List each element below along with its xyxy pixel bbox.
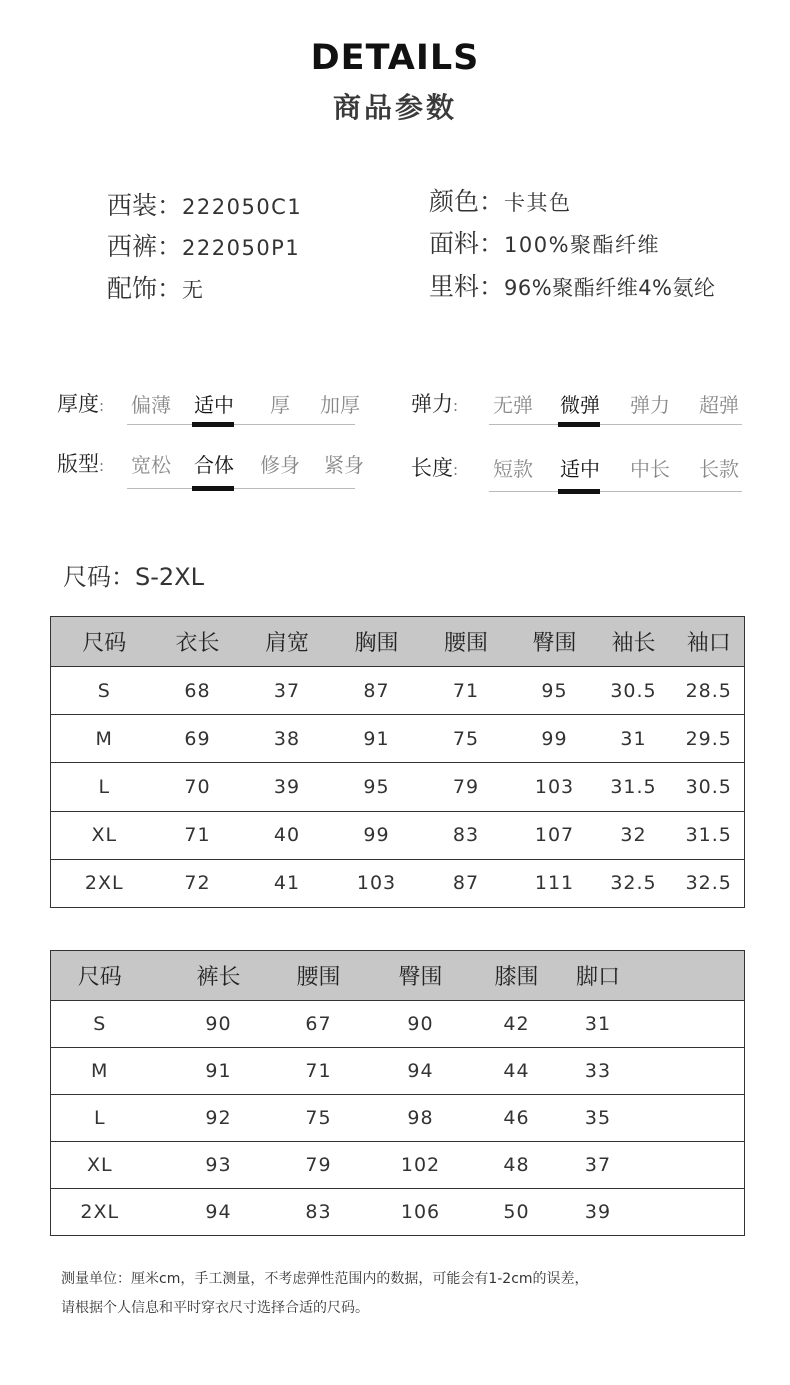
- table-cell: 42: [493, 1001, 541, 1048]
- table-row: [51, 1189, 745, 1236]
- spec-value: 100%聚酯纤维: [504, 233, 661, 257]
- spec-accessory: [107, 269, 205, 305]
- table-cell: 75: [289, 1095, 349, 1142]
- spec-color: [429, 182, 572, 218]
- size-range-title: 尺码：S-2XL: [63, 563, 204, 591]
- spec-key: 面料：: [429, 229, 505, 258]
- attr-colon: :: [453, 461, 459, 479]
- attr-option: 中长: [630, 457, 670, 481]
- table-cell: 32.5: [674, 859, 745, 907]
- attr-label-fit: [57, 448, 104, 478]
- attr-label-text: 厚度: [57, 392, 99, 416]
- column-header: 肩宽: [238, 617, 337, 667]
- table-cell: 68: [158, 667, 238, 715]
- column-header: 臀围: [516, 617, 594, 667]
- attr-option-selected: 适中: [560, 457, 600, 481]
- spec-value: 96%聚酯纤维4%氨纶: [504, 276, 716, 300]
- table-cell: 35: [541, 1095, 656, 1142]
- page-title-zh: 商品参数: [332, 91, 457, 124]
- spec-key: 颜色：: [429, 187, 505, 216]
- table-header-row: [51, 617, 745, 667]
- spec-value: 无: [182, 278, 205, 302]
- attr-track: [489, 491, 742, 492]
- jacket-size-table: [50, 616, 745, 908]
- column-header: 腰围: [289, 951, 349, 1001]
- table-cell: 31.5: [594, 763, 674, 811]
- table-cell: 87: [337, 667, 417, 715]
- attr-option: 短款: [493, 457, 533, 481]
- attr-label-elasticity: [411, 388, 458, 418]
- size-advice-note: 请根据个人信息和平时穿衣尺寸选择合适的尺码。: [61, 1300, 369, 1316]
- spec-fabric: [429, 224, 660, 260]
- table-cell: 31: [541, 1001, 656, 1048]
- table-cell: 44: [493, 1048, 541, 1095]
- column-header: 尺码: [51, 617, 158, 667]
- pants-size-table: [50, 950, 745, 1236]
- table-cell: 39: [238, 763, 337, 811]
- attr-label-text: 版型: [57, 452, 99, 476]
- attr-option: 长款: [699, 457, 739, 481]
- table-cell: 83: [289, 1189, 349, 1236]
- table-cell: 39: [541, 1189, 656, 1236]
- attr-option-selected: 适中: [194, 393, 234, 417]
- table-cell: 2XL: [51, 1189, 149, 1236]
- table-cell: [656, 1095, 745, 1142]
- attr-track: [127, 488, 355, 489]
- table-row: [51, 1142, 745, 1189]
- table-cell: S: [51, 1001, 149, 1048]
- attr-selected-marker: [558, 489, 600, 494]
- table-cell: 83: [417, 811, 516, 859]
- table-cell: 94: [149, 1189, 289, 1236]
- attr-option: 无弹: [493, 393, 533, 417]
- table-cell: 38: [238, 715, 337, 763]
- table-cell: 29.5: [674, 715, 745, 763]
- column-header: 膝围: [493, 951, 541, 1001]
- table-cell: 91: [149, 1048, 289, 1095]
- table-header-row: [51, 951, 745, 1001]
- table-cell: 46: [493, 1095, 541, 1142]
- attr-colon: :: [99, 397, 105, 415]
- table-row: [51, 859, 745, 907]
- spec-key: 配饰：: [107, 274, 183, 303]
- spec-lining: [429, 267, 716, 303]
- table-row: [51, 1048, 745, 1095]
- table-cell: 32: [594, 811, 674, 859]
- table-cell: [656, 1048, 745, 1095]
- table-cell: 79: [289, 1142, 349, 1189]
- page-title-en: DETAILS: [310, 38, 480, 78]
- table-cell: 2XL: [51, 859, 158, 907]
- attr-option: 宽松: [131, 453, 171, 477]
- attr-label-text: 长度: [411, 456, 453, 480]
- attr-colon: :: [99, 457, 105, 475]
- table-cell: 92: [149, 1095, 289, 1142]
- attr-selected-marker: [192, 486, 234, 491]
- table-cell: [656, 1142, 745, 1189]
- column-header: 臀围: [349, 951, 493, 1001]
- table-cell: 70: [158, 763, 238, 811]
- table-cell: XL: [51, 1142, 149, 1189]
- table-cell: L: [51, 763, 158, 811]
- table-cell: [656, 1001, 745, 1048]
- column-header: 裤长: [149, 951, 289, 1001]
- table-cell: 71: [289, 1048, 349, 1095]
- table-cell: 95: [337, 763, 417, 811]
- table-row: [51, 763, 745, 811]
- table-cell: 103: [516, 763, 594, 811]
- table-cell: 69: [158, 715, 238, 763]
- table-cell: 106: [349, 1189, 493, 1236]
- table-cell: M: [51, 1048, 149, 1095]
- table-cell: 30.5: [594, 667, 674, 715]
- spec-key: 西装：: [107, 191, 183, 220]
- attr-option: 超弹: [699, 393, 739, 417]
- table-cell: 98: [349, 1095, 493, 1142]
- table-cell: 71: [417, 667, 516, 715]
- table-cell: 94: [349, 1048, 493, 1095]
- table-cell: 90: [149, 1001, 289, 1048]
- table-cell: 87: [417, 859, 516, 907]
- attr-option-selected: 合体: [194, 453, 234, 477]
- table-cell: 32.5: [594, 859, 674, 907]
- table-cell: [656, 1189, 745, 1236]
- table-cell: 103: [337, 859, 417, 907]
- table-row: [51, 667, 745, 715]
- spec-value: 222050P1: [182, 236, 301, 260]
- column-header: 袖长: [594, 617, 674, 667]
- table-cell: 37: [541, 1142, 656, 1189]
- attr-track: [127, 424, 355, 425]
- table-cell: 91: [337, 715, 417, 763]
- table-row: [51, 1001, 745, 1048]
- attr-label-length: [411, 452, 458, 482]
- table-cell: 90: [349, 1001, 493, 1048]
- table-cell: 72: [158, 859, 238, 907]
- table-row: [51, 1095, 745, 1142]
- attr-option: 紧身: [324, 453, 364, 477]
- attr-label-text: 弹力: [411, 392, 453, 416]
- attr-option: 弹力: [630, 393, 670, 417]
- table-cell: 50: [493, 1189, 541, 1236]
- spec-value: 222050C1: [182, 195, 303, 219]
- spec-suit: [107, 186, 302, 222]
- measurement-note: 测量单位：厘米cm，手工测量，不考虑弹性范围内的数据，可能会有1-2cm的误差，: [61, 1271, 589, 1287]
- column-header: 脚口: [541, 951, 656, 1001]
- table-row: [51, 811, 745, 859]
- table-cell: M: [51, 715, 158, 763]
- table-cell: 71: [158, 811, 238, 859]
- attr-option-selected: 微弹: [560, 393, 600, 417]
- attr-option: 加厚: [320, 393, 360, 417]
- column-header: 腰围: [417, 617, 516, 667]
- attr-option: 修身: [260, 453, 300, 477]
- attr-selected-marker: [558, 422, 600, 427]
- table-row: [51, 715, 745, 763]
- spec-key: 西裤：: [107, 232, 183, 261]
- table-cell: XL: [51, 811, 158, 859]
- spec-pants: [107, 227, 300, 263]
- table-cell: 28.5: [674, 667, 745, 715]
- column-header: [656, 951, 745, 1001]
- spec-value: 卡其色: [504, 191, 572, 215]
- table-cell: 79: [417, 763, 516, 811]
- table-cell: 48: [493, 1142, 541, 1189]
- table-cell: 40: [238, 811, 337, 859]
- attr-label-thickness: [57, 388, 104, 418]
- table-cell: 102: [349, 1142, 493, 1189]
- spec-key: 里料：: [429, 272, 505, 301]
- table-cell: 31.5: [674, 811, 745, 859]
- column-header: 尺码: [51, 951, 149, 1001]
- table-cell: 99: [516, 715, 594, 763]
- table-cell: S: [51, 667, 158, 715]
- attr-option: 厚: [270, 393, 290, 417]
- attr-track: [489, 424, 742, 425]
- table-cell: L: [51, 1095, 149, 1142]
- attr-selected-marker: [192, 422, 234, 427]
- table-cell: 67: [289, 1001, 349, 1048]
- table-cell: 93: [149, 1142, 289, 1189]
- column-header: 衣长: [158, 617, 238, 667]
- table-cell: 31: [594, 715, 674, 763]
- attr-option: 偏薄: [131, 393, 171, 417]
- column-header: 袖口: [674, 617, 745, 667]
- table-cell: 33: [541, 1048, 656, 1095]
- table-cell: 99: [337, 811, 417, 859]
- table-cell: 30.5: [674, 763, 745, 811]
- table-cell: 37: [238, 667, 337, 715]
- table-cell: 107: [516, 811, 594, 859]
- table-cell: 95: [516, 667, 594, 715]
- table-cell: 41: [238, 859, 337, 907]
- attr-colon: :: [453, 397, 459, 415]
- table-cell: 111: [516, 859, 594, 907]
- table-cell: 75: [417, 715, 516, 763]
- column-header: 胸围: [337, 617, 417, 667]
